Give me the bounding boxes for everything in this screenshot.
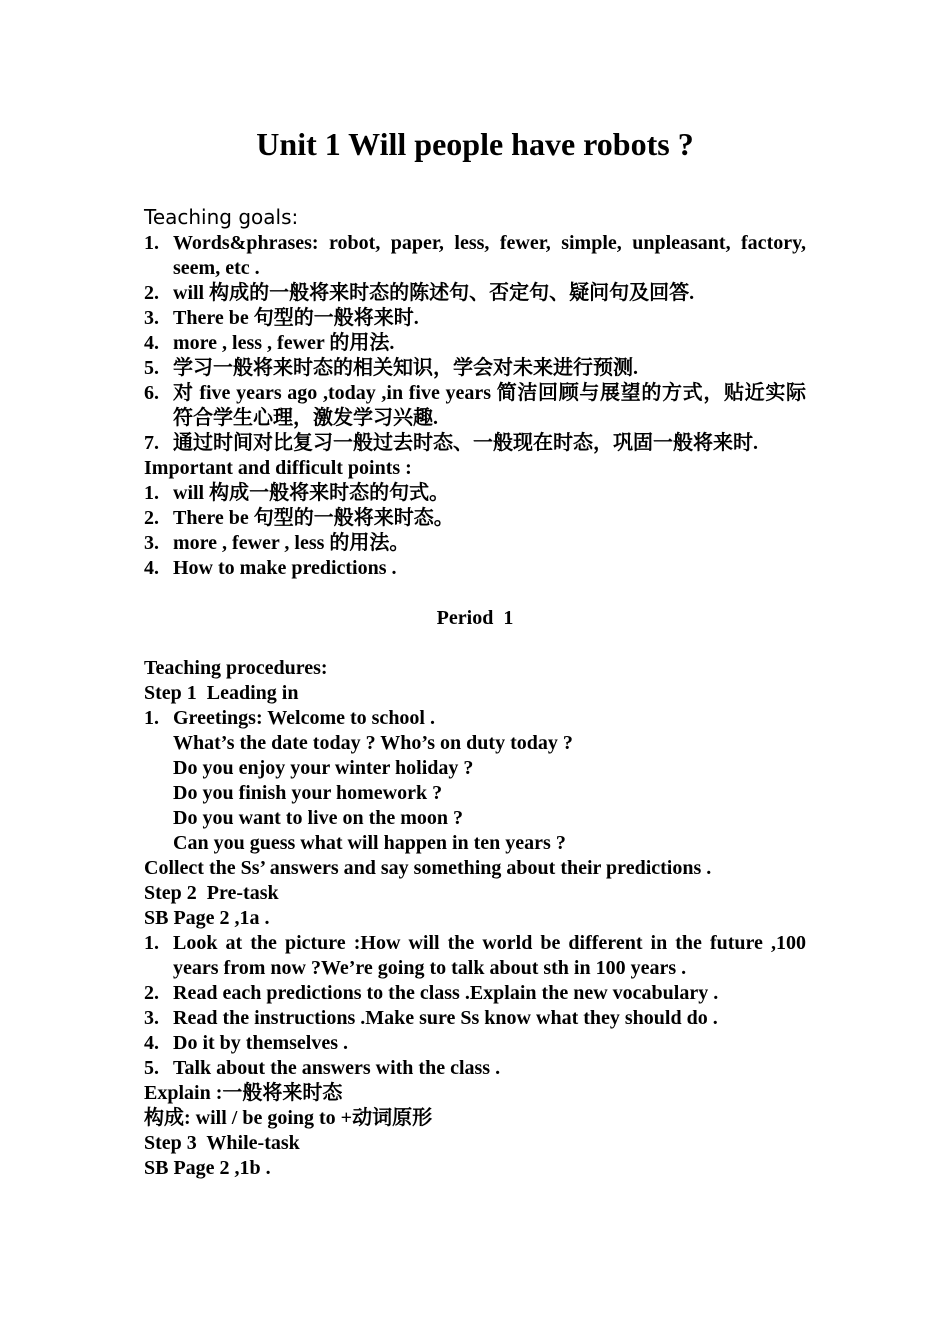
goal-item: 5. 学习一般将来时态的相关知识，学会对未来进行预测. (144, 357, 638, 379)
explain-line: Explain :一般将来时态 (144, 1082, 343, 1104)
greetings-item: 1. Greetings: Welcome to school . (144, 707, 435, 729)
step-2-item: 1. Look at the picture :How will the world be different in the future ,100 years from now ?We’re going to talk about sth in 100 years . (144, 932, 806, 979)
point-item: 3. more , fewer , less 的用法。 (144, 532, 410, 554)
goal-item: 6. 对 five years ago ,today ,in five years 简洁回顾与展望的方式，贴近实际符合学生心理，激发学习兴趣. (144, 382, 806, 429)
point-item: 2. There be 句型的一般将来时态。 (144, 507, 454, 529)
question-line: Can you guess what will happen in ten years ? (173, 832, 566, 854)
step-2-item: 4. Do it by themselves . (144, 1032, 348, 1054)
question-line: Do you finish your homework ? (173, 782, 443, 804)
procedures-heading: Teaching procedures: (144, 657, 328, 679)
question-line: What’s the date today ? Who’s on duty today ? (173, 732, 573, 754)
important-points-heading: Important and difficult points : (144, 457, 412, 479)
sb-page-1a: SB Page 2 ,1a . (144, 907, 270, 929)
point-item: 1. will 构成一般将来时态的句式。 (144, 482, 450, 504)
step-2-item: 5. Talk about the answers with the class . (144, 1057, 501, 1079)
step-2-item: 3. Read the instructions .Make sure Ss know what they should do . (144, 1007, 718, 1029)
step-2-heading: Step 2 Pre-task (144, 882, 279, 904)
goal-item: 4. more , less , fewer 的用法. (144, 332, 395, 354)
collect-answers-line: Collect the Ss’ answers and say something about their predictions . (144, 857, 712, 879)
document-body (144, 203, 806, 1181)
sb-page-1b: SB Page 2 ,1b . (144, 1157, 271, 1179)
formation-line: 构成: will / be going to +动词原形 (144, 1107, 433, 1129)
goal-item: 1. Words&phrases: robot, paper, less, fewer, simple, unpleasant, factory, seem, etc . (144, 232, 806, 279)
point-item: 4. How to make predictions . (144, 557, 397, 579)
question-line: Do you want to live on the moon ? (173, 807, 464, 829)
step-2-item: 2. Read each predictions to the class .Explain the new vocabulary . (144, 982, 719, 1004)
goal-item: 2. will 构成的一般将来时态的陈述句、否定句、疑问句及回答. (144, 282, 695, 304)
step-3-heading: Step 3 While-task (144, 1132, 300, 1154)
document-title: Unit 1 Will people have robots ? (256, 126, 694, 162)
period-heading: Period 1 (436, 607, 514, 629)
step-1-heading: Step 1 Leading in (144, 682, 299, 704)
question-line: Do you enjoy your winter holiday ? (173, 757, 474, 779)
goal-item: 7. 通过时间对比复习一般过去时态、一般现在时态，巩固一般将来时. (144, 432, 758, 454)
goal-item: 3. There be 句型的一般将来时. (144, 307, 419, 329)
teaching-goals-heading: Teaching goals: (144, 205, 299, 229)
